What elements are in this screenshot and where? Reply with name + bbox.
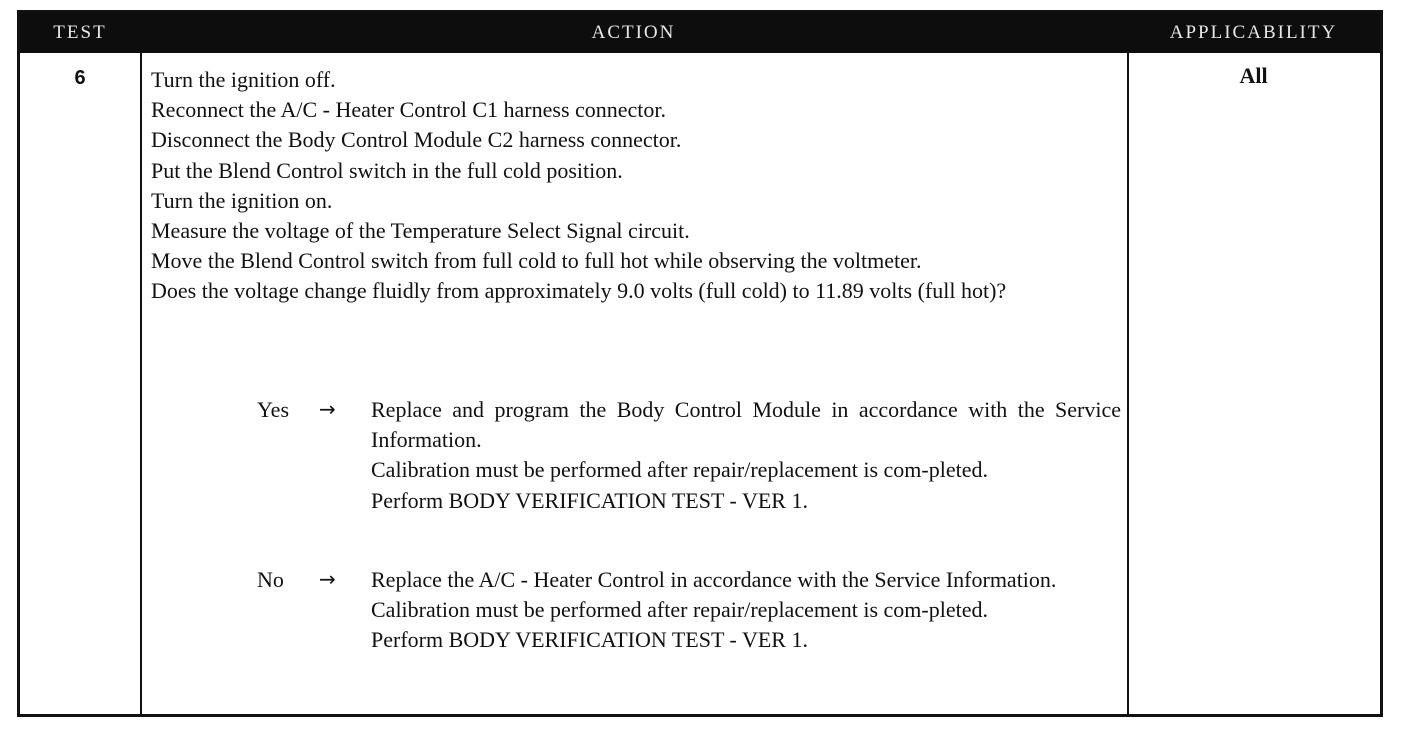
step-text: Turn the ignition on. xyxy=(151,187,333,213)
instruction-text: Perform BODY VERIFICATION TEST - VER 1. xyxy=(371,627,808,653)
action-steps xyxy=(151,65,1121,307)
applicability-value: All xyxy=(1239,63,1268,88)
instruction-text: Calibration must be performed after repair/replacement is com-pleted. xyxy=(371,597,988,623)
instruction-text: Replace and program the Body Control Module in accordance with the Service Information. xyxy=(371,397,1121,453)
step-text: Turn the ignition off. xyxy=(151,67,336,92)
table-header xyxy=(20,13,1380,53)
step-text: Measure the voltage of the Temperature Select Signal circuit. xyxy=(151,218,690,244)
header-applicability: APPLICABILITY xyxy=(1169,22,1338,43)
no-label: No xyxy=(257,567,284,592)
arrow-right-icon: → xyxy=(319,567,336,591)
no-result xyxy=(257,565,1127,715)
no-instructions xyxy=(371,565,1121,656)
test-number: 6 xyxy=(74,67,86,89)
step-text: Does the voltage change fluidly from approximately 9.0 volts (full cold) to 11.89 volts (full hot)? xyxy=(151,278,1007,304)
yes-instructions xyxy=(371,395,1121,516)
step-text: Disconnect the Body Control Module C2 harness connector. xyxy=(151,127,682,153)
header-action: ACTION xyxy=(591,22,676,43)
step-text: Reconnect the A/C - Heater Control C1 harness connector. xyxy=(151,97,667,123)
diagnostic-test-table xyxy=(17,10,1383,717)
column-divider xyxy=(1127,53,1129,714)
step-text: Move the Blend Control switch from full cold to full hot while observing the voltmeter. xyxy=(151,248,922,274)
yes-label: Yes xyxy=(257,397,290,422)
arrow-right-icon: → xyxy=(319,397,336,421)
instruction-text: Perform BODY VERIFICATION TEST - VER 1. xyxy=(371,487,808,513)
yes-result xyxy=(257,395,1127,555)
step-text: Put the Blend Control switch in the full cold position. xyxy=(151,157,623,183)
header-test: TEST xyxy=(53,22,107,43)
column-divider xyxy=(140,53,142,714)
instruction-text: Replace the A/C - Heater Control in accordance with the Service Information. xyxy=(371,567,1057,592)
instruction-text: Calibration must be performed after repair/replacement is com-pleted. xyxy=(371,457,988,483)
